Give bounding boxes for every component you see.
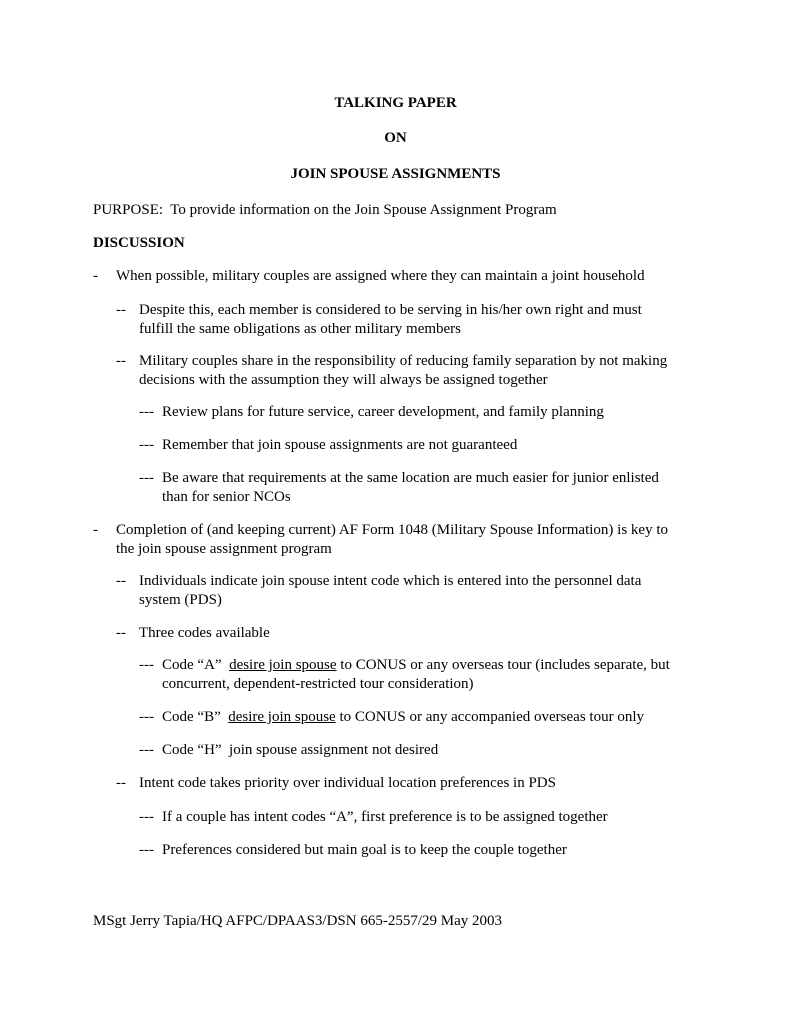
purpose-line [93, 201, 557, 220]
bullet-marker: --- [139, 842, 154, 858]
bullet-marker: --- [139, 709, 154, 725]
bullet-marker: --- [139, 470, 154, 486]
item-text-rest: to CONUS or any overseas tour (includes separate, but [340, 657, 670, 673]
item-text: the join spouse assignment program [116, 541, 332, 557]
item-text: Completion of (and keeping current) AF Form 1048 (Military Spouse Information) is key to [116, 522, 668, 538]
bullet-marker: - [93, 268, 98, 284]
code-label: Code “A” [162, 657, 222, 673]
underlined-phrase: desire join spouse [229, 657, 337, 673]
item-text: concurrent, dependent-restricted tour consideration) [162, 676, 474, 692]
item-text [162, 708, 644, 727]
bullet-marker: --- [139, 657, 154, 673]
bullet-marker: --- [139, 437, 154, 453]
item-text: When possible, military couples are assigned where they can maintain a joint household [116, 268, 645, 284]
item-text: Be aware that requirements at the same location are much easier for junior enlisted [162, 470, 659, 486]
bullet-marker: -- [116, 302, 126, 318]
item-text [162, 656, 670, 675]
item-text: fulfill the same obligations as other military members [139, 321, 462, 337]
bullet-marker: -- [116, 353, 126, 369]
item-text: Military couples share in the responsibility of reducing family separation by not making [139, 353, 668, 369]
doc-title-line1: TALKING PAPER [334, 95, 457, 111]
item-text: Code “H” join spouse assignment not desired [162, 742, 439, 758]
item-text-rest: to CONUS or any accompanied overseas tour only [339, 709, 644, 725]
purpose-text: To provide information on the Join Spouse Assignment Program [170, 202, 557, 218]
item-text: Intent code takes priority over individual location preferences in PDS [139, 775, 556, 791]
item-text: If a couple has intent codes “A”, first preference is to be assigned together [162, 809, 608, 825]
doc-title-line3: JOIN SPOUSE ASSIGNMENTS [290, 166, 501, 182]
bullet-marker: --- [139, 809, 154, 825]
item-text: Despite this, each member is considered to be serving in his/her own right and must [139, 302, 642, 318]
item-text: Remember that join spouse assignments are not guaranteed [162, 437, 518, 453]
item-text: Review plans for future service, career development, and family planning [162, 404, 604, 420]
item-text: Preferences considered but main goal is to keep the couple together [162, 842, 567, 858]
bullet-marker: - [93, 522, 98, 538]
footer-author-line: MSgt Jerry Tapia/HQ AFPC/DPAAS3/DSN 665-2557/29 May 2003 [93, 913, 502, 929]
item-text: system (PDS) [139, 592, 222, 608]
bullet-marker: -- [116, 775, 126, 791]
bullet-marker: -- [116, 573, 126, 589]
item-text: Three codes available [139, 625, 270, 641]
discussion-heading: DISCUSSION [93, 235, 185, 251]
purpose-label: PURPOSE: [93, 202, 164, 218]
underlined-phrase: desire join spouse [228, 709, 336, 725]
bullet-marker: --- [139, 404, 154, 420]
item-text: Individuals indicate join spouse intent code which is entered into the personnel data [139, 573, 642, 589]
bullet-marker: --- [139, 742, 154, 758]
code-label: Code “B” [162, 709, 221, 725]
item-text: decisions with the assumption they will always be assigned together [139, 372, 548, 388]
bullet-marker: -- [116, 625, 126, 641]
item-text: than for senior NCOs [162, 489, 291, 505]
doc-title-line2: ON [384, 130, 407, 146]
